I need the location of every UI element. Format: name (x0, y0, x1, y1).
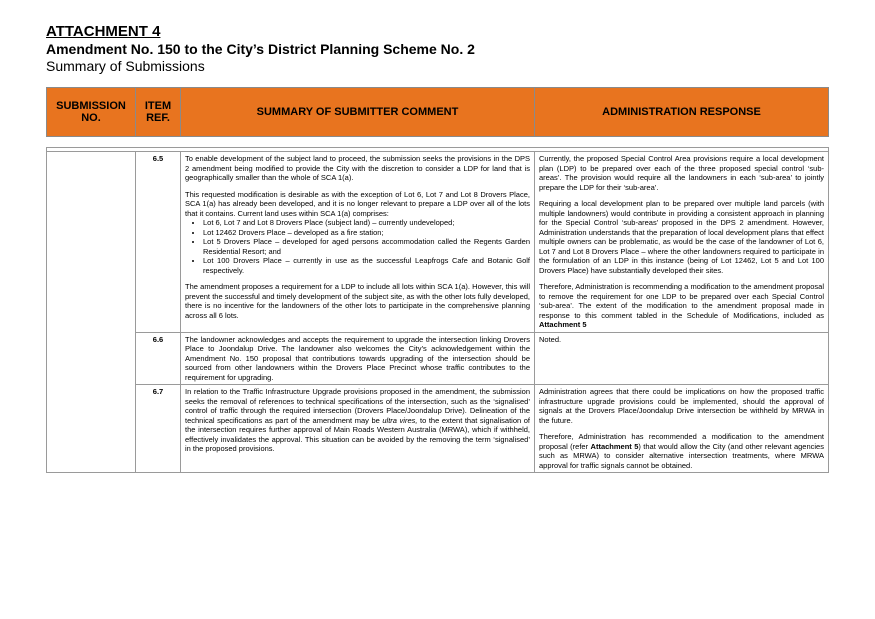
column-header-item-ref: ITEM REF. (136, 88, 181, 137)
table-header (46, 87, 829, 137)
column-header-comment: SUMMARY OF SUBMITTER COMMENT (181, 88, 535, 137)
list-item: • Lot 6, Lot 7 and Lot 8 Drovers Place (subject land) – currently undeveloped; (203, 218, 530, 228)
list-item: • Lot 12462 Drovers Place – developed as a fire station; (203, 228, 530, 238)
comment-paragraph: To enable development of the subject land to proceed, the submission seeks the provisions in the DPS 2 amendment being modified to provide the City with the discretion to consider a LDP for land that is geographically smaller than the whole of SCA 1(a). (185, 154, 530, 182)
response-cell: Noted. (535, 332, 829, 385)
response-paragraph: Requiring a local development plan to be prepared over multiple land parcels (with multiple landowners) would contribute in providing a consistent approach in planning for the Special Control ‘sub-areas’ proposed in the DPS 2 amendment. However, Administration understands that the preparation of local development plans that effect multiple owners can be problematic, as would be the case of the landowner of Lot 6, Lot 7 and Lot 8 Drovers Place – where the other landowners required to participate in the formulation of an LDP in this instance (being of Lot 12462, Lot 5 and Lot 100 Drovers Place) have substantially developed their sites. (539, 199, 824, 275)
comment-cell (181, 152, 535, 333)
comment-paragraph: The amendment proposes a requirement for a LDP to include all lots within SCA 1(a). However, this will prevent the successful and timely development of the subject site, as with the other lots fully developed, there is no incentive for the landowners of the other lots to participate in the comprehensive planning across all 6 lots. (185, 282, 530, 320)
comment-cell: In relation to the Traffic Infrastructure Upgrade provisions proposed in the amendment, the submission seeks the removal of references to technical specifications of the intersection, such as the ‘signalised’ control of traffic through the required intersection (Drovers Place/Joondalup Drive). Delineation of the technical specifications as part of the amendment may be ultra vires, to the extent that signalisation of the intersection requires further approval of Main Roads Western Australia (MRWA), which if withheld, effectively invalidates the approval. This situation can be avoided by the removing the term ‘signalised’ in the proposed provisions. (181, 385, 535, 473)
item-ref: 6.5 (136, 152, 181, 333)
comment-paragraph: This requested modification is desirable as with the exception of Lot 6, Lot 7 and Lot 8 Drovers Place, SCA 1(a) has already been developed, and it is no longer relevant to prepare a LDP over all of the lots that it contains. Current land uses within SCA 1(a) comprises: (185, 189, 530, 218)
response-paragraph: Administration agrees that there could be implications on how the proposed traffic infrastructure upgrade provisions could be implemented, should the approval of signals at the Drovers Place/Joondalup Drive intersection be withheld by MRWA in the future. (539, 387, 824, 425)
italic-term: ultra vires, (382, 415, 418, 425)
table-row (47, 332, 829, 385)
response-cell (535, 152, 829, 333)
response-paragraph: Therefore, Administration has recommended a modification to the amendment proposal (refer Attachment 5) that would allow the City (and other relevant agencies such as MRWA) to consider alternative intersection treatments, where MRWA approval for traffic signals cannot be obtained. (539, 432, 824, 470)
attachment-reference: Attachment 5 (590, 441, 639, 451)
document-header (46, 24, 475, 74)
document-subtitle: Summary of Submissions (46, 58, 205, 74)
response-cell (535, 385, 829, 473)
item-ref: 6.7 (136, 385, 181, 473)
comment-cell: The landowner acknowledges and accepts the requirement to upgrade the intersection linking Drovers Place to Joondalup Drive. The landowner also welcomes the City’s acknowledgement within the Amendment No. 150 proposal that contributions towards upgrading of the intersection should be sourced from other landowners within the Drovers Place Precinct whose traffic contributes to the requirement for upgrading. (181, 332, 535, 385)
column-header-submission: SUBMISSION NO. (47, 88, 136, 137)
table-row (47, 152, 829, 333)
table-row (47, 385, 829, 473)
amendment-title: Amendment No. 150 to the City’s District Planning Scheme No. 2 (46, 41, 475, 57)
list-item: • Lot 5 Drovers Place – developed for aged persons accommodation called the Regents Garden Residential Resort; and (203, 237, 530, 256)
attachment-reference: Attachment 5 (539, 320, 587, 329)
submission-no-cell (47, 152, 136, 473)
list-item: • Lot 100 Drovers Place – currently in use as the successful Leapfrogs Cafe and Botanic Golf respectively. (203, 256, 530, 275)
attachment-title: ATTACHMENT 4 (46, 23, 161, 40)
response-paragraph: Currently, the proposed Special Control Area provisions require a local development plan (LDP) to be prepared over each of the three proposed special control ‘sub-areas’. The provision would require all the landowners in each ‘sub-area’ to jointly prepare the LDP for their ‘sub-area’. (539, 154, 824, 192)
item-ref: 6.6 (136, 332, 181, 385)
land-use-list (185, 218, 530, 275)
column-header-response: ADMINISTRATION RESPONSE (535, 88, 829, 137)
response-paragraph: Therefore, Administration is recommending a modification to the amendment proposal to remove the requirement for one LDP to be prepared over each Special Control ‘sub-area’. The extent of the modification to the amendment proposal made in response to this comment tabled in the Schedule of Modifications, included as Attachment 5 (539, 282, 824, 329)
submissions-table (46, 147, 829, 473)
